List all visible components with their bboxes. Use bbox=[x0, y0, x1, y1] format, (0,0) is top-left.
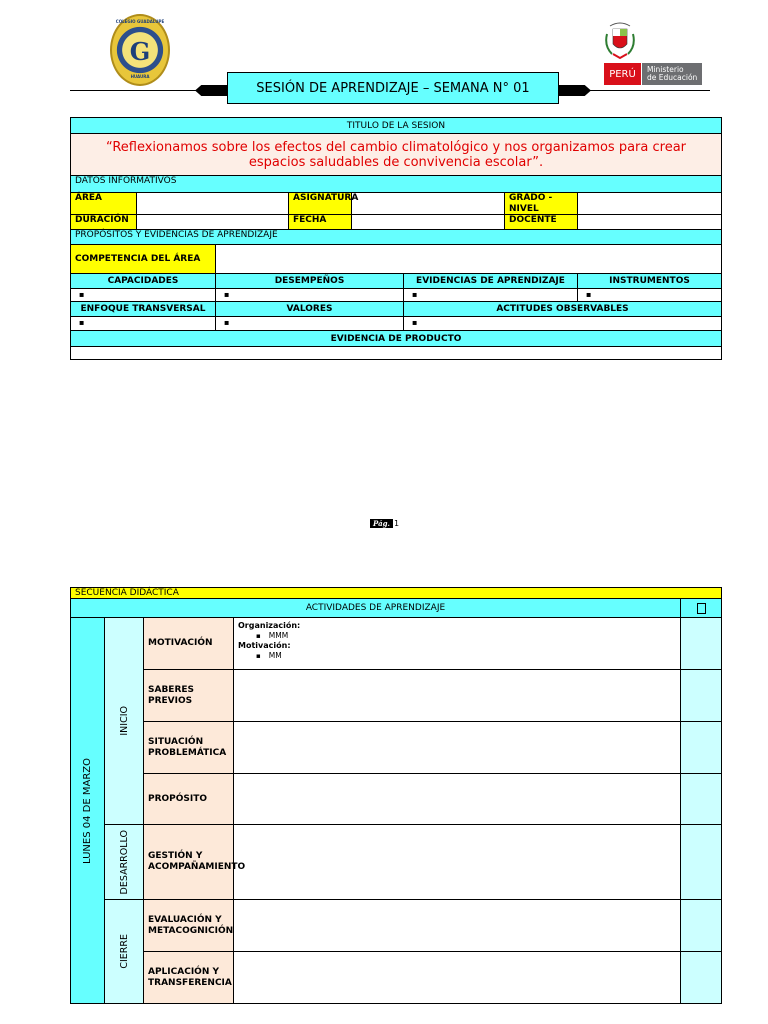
ministry-line-1: Ministerio bbox=[647, 65, 684, 74]
grado-nivel-label: GRADO - NIVEL bbox=[504, 192, 578, 215]
motivacion-label: MOTIVACIÓN bbox=[143, 617, 234, 670]
actitudes-header: ACTITUDES OBSERVABLES bbox=[403, 301, 722, 317]
gestion-content[interactable] bbox=[233, 824, 681, 900]
seal-top-text: COLEGIO GUADALUPE bbox=[115, 19, 165, 24]
evidencias-header: EVIDENCIAS DE APRENDIZAJE bbox=[403, 273, 578, 289]
motivacion-content[interactable] bbox=[233, 617, 681, 670]
cierre-label: CIERRE bbox=[118, 934, 130, 969]
situacion-problematica-content[interactable] bbox=[233, 721, 681, 774]
enfoque-cell[interactable]: ▪ bbox=[70, 316, 216, 331]
desarrollo-column bbox=[104, 824, 144, 900]
valores-cell[interactable]: ▪ bbox=[215, 316, 404, 331]
propositos-header: PROPÓSITOS Y EVIDENCIAS DE APRENDIZAJE bbox=[70, 229, 722, 245]
peru-badge: PERÚ bbox=[604, 63, 641, 85]
valores-header: VALORES bbox=[215, 301, 404, 317]
organizacion-heading: Organización: bbox=[238, 621, 301, 630]
gestion-label: GESTIÓN Y ACOMPAÑAMIENTO bbox=[143, 824, 234, 900]
asignatura-label: ASIGNATURA bbox=[288, 192, 352, 215]
motivacion-heading: Motivación: bbox=[238, 641, 291, 650]
page-number-value: 1 bbox=[393, 519, 400, 528]
motivacion-item: ▪ MM bbox=[256, 651, 676, 661]
ribbon-left bbox=[195, 85, 230, 96]
proposito-label: PROPÓSITO bbox=[143, 773, 234, 825]
evaluacion-content[interactable] bbox=[233, 899, 681, 952]
datos-informativos-header: DATOS INFORMATIVOS bbox=[70, 175, 722, 193]
page-label: Pág. bbox=[370, 519, 393, 528]
fecha-value[interactable] bbox=[351, 214, 505, 230]
session-title-label: TITULO DE LA SESION bbox=[70, 117, 722, 134]
actividades-header: ACTIVIDADES DE APRENDIZAJE bbox=[70, 598, 681, 618]
time-cell-motivacion[interactable] bbox=[680, 617, 722, 670]
aplicacion-content[interactable] bbox=[233, 951, 681, 1004]
duracion-value[interactable] bbox=[136, 214, 289, 230]
inicio-column bbox=[104, 617, 144, 825]
docente-value[interactable] bbox=[577, 214, 722, 230]
school-seal-logo bbox=[110, 14, 170, 86]
time-cell-proposito[interactable] bbox=[680, 773, 722, 825]
desarrollo-label: DESARROLLO bbox=[118, 829, 130, 895]
grado-nivel-value[interactable] bbox=[577, 192, 722, 215]
instrumentos-header: INSTRUMENTOS bbox=[577, 273, 722, 289]
clock-icon bbox=[697, 603, 706, 614]
secuencia-header: SECUENCIA DIDÁCTICA bbox=[70, 587, 722, 599]
duracion-label: DURACIÓN bbox=[70, 214, 137, 230]
capacidades-cell[interactable]: ▪ bbox=[70, 288, 216, 302]
time-cell-situacion[interactable] bbox=[680, 721, 722, 774]
time-column-header bbox=[680, 598, 722, 618]
aplicacion-label: APLICACIÓN Y TRANSFERENCIA bbox=[143, 951, 234, 1004]
day-label: LUNES 04 DE MARZO bbox=[82, 757, 93, 864]
page-number bbox=[370, 519, 399, 528]
competencia-value[interactable] bbox=[215, 244, 722, 274]
instrumentos-cell[interactable]: ▪ bbox=[577, 288, 722, 302]
ribbon-right bbox=[556, 85, 591, 96]
actitudes-cell[interactable]: ▪ bbox=[403, 316, 722, 331]
time-cell-evaluacion[interactable] bbox=[680, 899, 722, 952]
asignatura-value[interactable] bbox=[351, 192, 505, 215]
inicio-label: INICIO bbox=[118, 706, 130, 736]
enfoque-header: ENFOQUE TRANSVERSAL bbox=[70, 301, 216, 317]
seal-bottom-text: HUAURA bbox=[130, 74, 150, 79]
ministry-line-2: de Educación bbox=[647, 73, 698, 82]
session-title-text: “Reflexionamos sobre los efectos del cambio climatológico y nos organizamos para crear espacios saludables de convivencia escolar”. bbox=[70, 133, 722, 176]
competencia-label: COMPETENCIA DEL ÁREA bbox=[70, 244, 216, 274]
seal-letter: G bbox=[129, 37, 151, 66]
day-column bbox=[70, 617, 105, 1004]
desempenos-cell[interactable]: ▪ bbox=[215, 288, 404, 302]
saberes-previos-content[interactable] bbox=[233, 669, 681, 722]
time-cell-saberes[interactable] bbox=[680, 669, 722, 722]
evaluacion-label: EVALUACIÓN Y METACOGNICIÓN bbox=[143, 899, 234, 952]
evidencia-producto-header: EVIDENCIA DE PRODUCTO bbox=[70, 330, 722, 347]
evidencias-cell[interactable]: ▪ bbox=[403, 288, 578, 302]
time-cell-aplicacion[interactable] bbox=[680, 951, 722, 1004]
saberes-previos-label: SABERES PREVIOS bbox=[143, 669, 234, 722]
fecha-label: FECHA bbox=[288, 214, 352, 230]
docente-label: DOCENTE bbox=[504, 214, 578, 230]
time-cell-gestion[interactable] bbox=[680, 824, 722, 900]
peru-crest-icon bbox=[604, 20, 636, 60]
area-label: ÁREA bbox=[70, 192, 137, 215]
cierre-column bbox=[104, 899, 144, 1004]
capacidades-header: CAPACIDADES bbox=[70, 273, 216, 289]
proposito-content[interactable] bbox=[233, 773, 681, 825]
organizacion-item: ▪ MMM bbox=[256, 631, 676, 641]
ministry-badge bbox=[642, 63, 702, 85]
desempenos-header: DESEMPEÑOS bbox=[215, 273, 404, 289]
evidencia-producto-cell[interactable] bbox=[70, 346, 722, 360]
session-title: SESIÓN DE APRENDIZAJE – SEMANA N° 01 bbox=[227, 72, 559, 104]
area-value[interactable] bbox=[136, 192, 289, 215]
situacion-problematica-label: SITUACIÓN PROBLEMÁTICA bbox=[143, 721, 234, 774]
